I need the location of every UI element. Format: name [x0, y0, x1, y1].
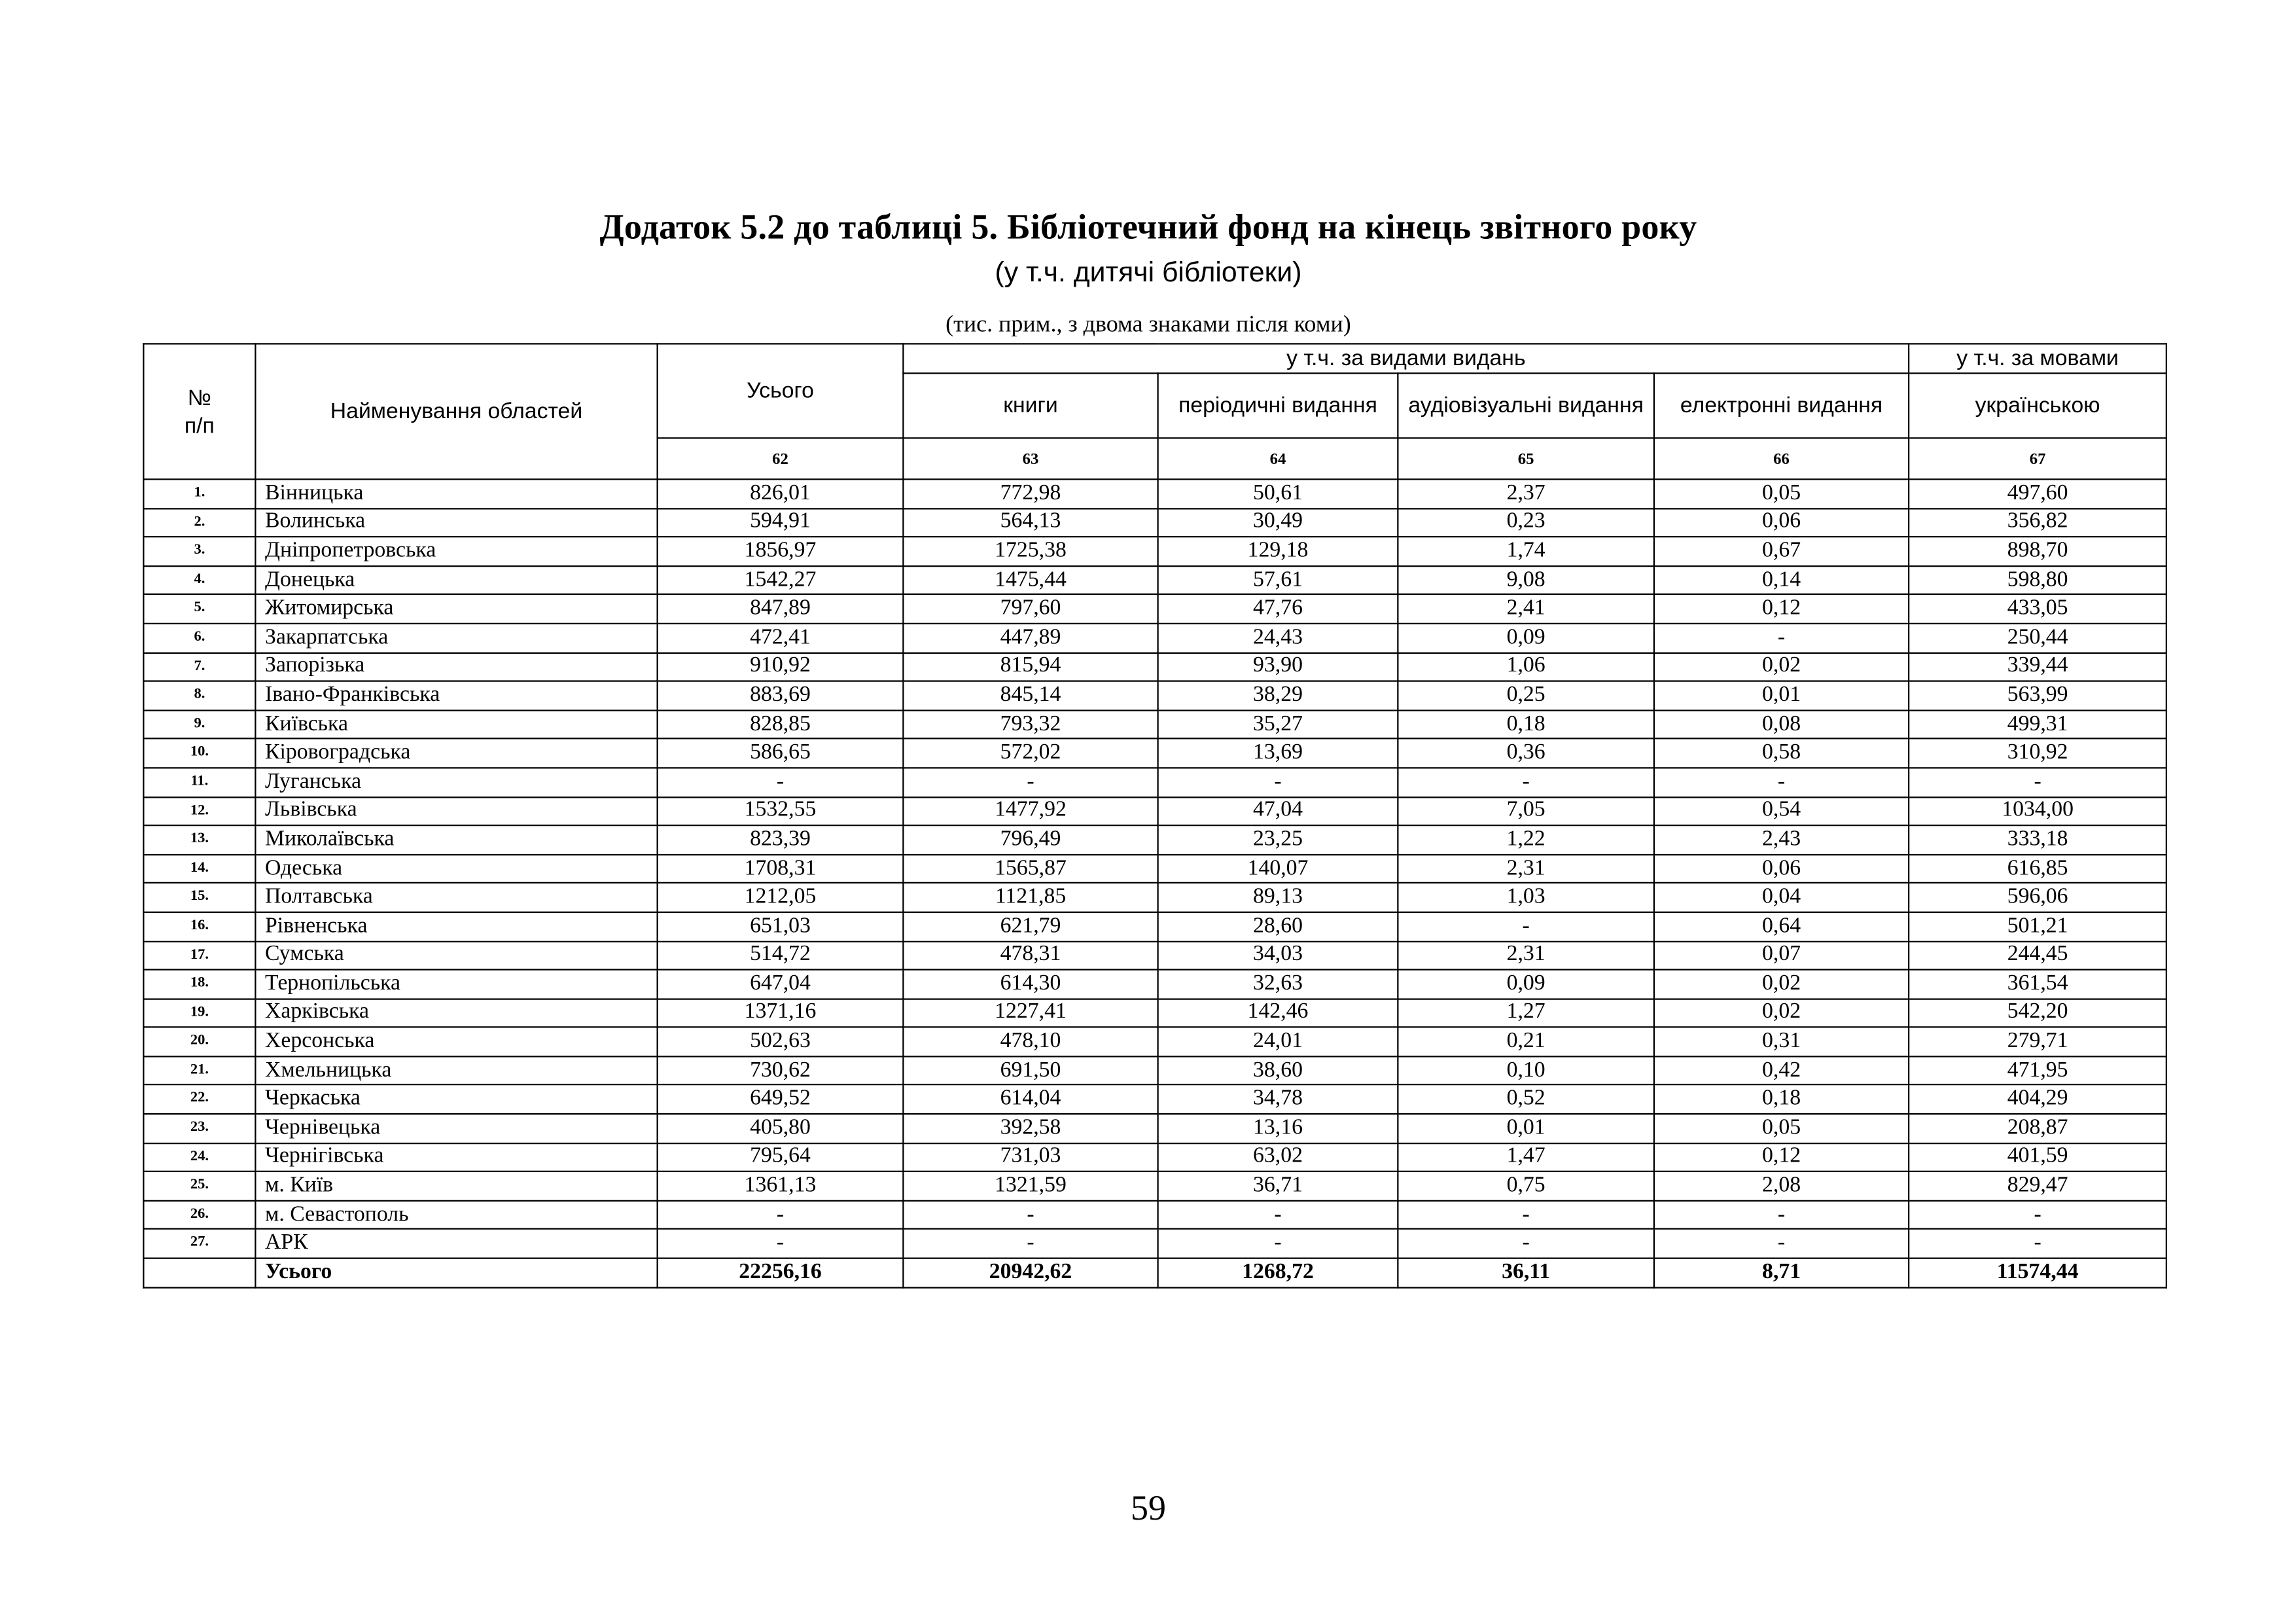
- value-cell: 93,90: [1158, 652, 1398, 681]
- row-number: 4.: [143, 566, 255, 595]
- row-number: 2.: [143, 508, 255, 537]
- value-cell: 208,87: [1909, 1114, 2166, 1143]
- value-cell: 0,02: [1654, 999, 1909, 1027]
- value-cell: 828,85: [658, 710, 904, 739]
- value-cell: 0,02: [1654, 652, 1909, 681]
- value-cell: -: [1158, 1230, 1398, 1258]
- row-number: 16.: [143, 912, 255, 941]
- value-cell: 1034,00: [1909, 796, 2166, 825]
- value-cell: 1475,44: [903, 566, 1157, 595]
- row-number: 12.: [143, 796, 255, 825]
- value-cell: 2,43: [1654, 825, 1909, 854]
- value-cell: 883,69: [658, 681, 904, 710]
- header-ukrainian: українською: [1909, 373, 2166, 438]
- value-cell: 2,08: [1654, 1171, 1909, 1200]
- table-row: [143, 681, 2166, 710]
- value-cell: 0,75: [1398, 1171, 1654, 1200]
- value-cell: 502,63: [658, 1027, 904, 1056]
- value-cell: 9,08: [1398, 566, 1654, 595]
- value-cell: 47,76: [1158, 595, 1398, 624]
- value-cell: 793,32: [903, 710, 1157, 739]
- value-cell: 405,80: [658, 1114, 904, 1143]
- value-cell: -: [1909, 1230, 2166, 1258]
- value-cell: 13,16: [1158, 1114, 1398, 1143]
- table-row: [143, 912, 2166, 941]
- value-cell: 1212,05: [658, 883, 904, 912]
- value-cell: 0,18: [1398, 710, 1654, 739]
- value-cell: -: [1158, 1201, 1398, 1230]
- row-number: 23.: [143, 1114, 255, 1143]
- value-cell: 1708,31: [658, 854, 904, 883]
- value-cell: -: [1158, 768, 1398, 796]
- value-cell: 1,27: [1398, 999, 1654, 1027]
- value-cell: 0,64: [1654, 912, 1909, 941]
- value-cell: 32,63: [1158, 970, 1398, 999]
- value-cell: 796,49: [903, 825, 1157, 854]
- value-cell: 614,30: [903, 970, 1157, 999]
- library-fund-table: [143, 343, 2167, 1288]
- value-cell: 564,13: [903, 508, 1157, 537]
- header-region-name: Найменування областей: [255, 344, 657, 479]
- value-cell: 24,01: [1158, 1027, 1398, 1056]
- table-row: [143, 970, 2166, 999]
- row-number: 14.: [143, 854, 255, 883]
- region-name: Івано-Франківська: [255, 681, 657, 710]
- value-cell: 356,82: [1909, 508, 2166, 537]
- value-cell: 38,60: [1158, 1056, 1398, 1085]
- value-cell: 1361,13: [658, 1171, 904, 1200]
- value-cell: 0,25: [1398, 681, 1654, 710]
- row-number: 15.: [143, 883, 255, 912]
- value-cell: 35,27: [1158, 710, 1398, 739]
- value-cell: 898,70: [1909, 537, 2166, 566]
- value-cell: 401,59: [1909, 1143, 2166, 1171]
- value-cell: 772,98: [903, 479, 1157, 508]
- value-cell: 1121,85: [903, 883, 1157, 912]
- row-number: 13.: [143, 825, 255, 854]
- table-row: [143, 1027, 2166, 1056]
- row-number: 8.: [143, 681, 255, 710]
- value-cell: 829,47: [1909, 1171, 2166, 1200]
- value-cell: 0,07: [1654, 941, 1909, 970]
- table-row: [143, 710, 2166, 739]
- value-cell: -: [1398, 1201, 1654, 1230]
- region-name: Одеська: [255, 854, 657, 883]
- value-cell: 594,91: [658, 508, 904, 537]
- value-cell: -: [1654, 1201, 1909, 1230]
- value-cell: 63,02: [1158, 1143, 1398, 1171]
- table-row: [143, 796, 2166, 825]
- value-cell: -: [1398, 768, 1654, 796]
- total-row-number: [143, 1258, 255, 1287]
- value-cell: 0,08: [1654, 710, 1909, 739]
- value-cell: 847,89: [658, 595, 904, 624]
- value-cell: 30,49: [1158, 508, 1398, 537]
- header-row-number-text: № п/п: [184, 385, 215, 438]
- total-label: Усього: [255, 1258, 657, 1287]
- value-cell: 910,92: [658, 652, 904, 681]
- value-cell: 649,52: [658, 1085, 904, 1114]
- region-name: Сумська: [255, 941, 657, 970]
- total-row: [143, 1258, 2166, 1287]
- value-cell: 34,03: [1158, 941, 1398, 970]
- total-value-cell: 11574,44: [1909, 1258, 2166, 1287]
- region-name: АРК: [255, 1230, 657, 1258]
- value-cell: 447,89: [903, 624, 1157, 652]
- value-cell: 0,18: [1654, 1085, 1909, 1114]
- value-cell: 2,31: [1398, 941, 1654, 970]
- value-cell: 0,52: [1398, 1085, 1654, 1114]
- header-periodicals: періодичні видання: [1158, 373, 1398, 438]
- value-cell: -: [1909, 1201, 2166, 1230]
- row-number: 5.: [143, 595, 255, 624]
- table-row: [143, 479, 2166, 508]
- value-cell: 572,02: [903, 739, 1157, 768]
- region-name: Запорізька: [255, 652, 657, 681]
- row-number: 1.: [143, 479, 255, 508]
- region-name: Кіровоградська: [255, 739, 657, 768]
- value-cell: -: [1654, 768, 1909, 796]
- value-cell: 89,13: [1158, 883, 1398, 912]
- total-value-cell: 1268,72: [1158, 1258, 1398, 1287]
- value-cell: 514,72: [658, 941, 904, 970]
- row-number: 6.: [143, 624, 255, 652]
- value-cell: -: [1654, 624, 1909, 652]
- column-number: 67: [1909, 438, 2166, 479]
- column-number: 65: [1398, 438, 1654, 479]
- region-name: Волинська: [255, 508, 657, 537]
- row-number: 11.: [143, 768, 255, 796]
- value-cell: 50,61: [1158, 479, 1398, 508]
- value-cell: 310,92: [1909, 739, 2166, 768]
- total-value-cell: 36,11: [1398, 1258, 1654, 1287]
- value-cell: 1371,16: [658, 999, 904, 1027]
- value-cell: 563,99: [1909, 681, 2166, 710]
- value-cell: 1227,41: [903, 999, 1157, 1027]
- table-row: [143, 941, 2166, 970]
- value-cell: 339,44: [1909, 652, 2166, 681]
- row-number: 9.: [143, 710, 255, 739]
- value-cell: 57,61: [1158, 566, 1398, 595]
- region-name: Хмельницька: [255, 1056, 657, 1085]
- unit-note: (тис. прим., з двома знаками після коми): [945, 312, 1351, 338]
- value-cell: -: [903, 1230, 1157, 1258]
- region-name: Луганська: [255, 768, 657, 796]
- value-cell: 471,95: [1909, 1056, 2166, 1085]
- value-cell: 1,47: [1398, 1143, 1654, 1171]
- value-cell: 478,31: [903, 941, 1157, 970]
- value-cell: 1856,97: [658, 537, 904, 566]
- row-number: 20.: [143, 1027, 255, 1056]
- row-number: 17.: [143, 941, 255, 970]
- region-name: Харківська: [255, 999, 657, 1027]
- value-cell: 244,45: [1909, 941, 2166, 970]
- value-cell: 250,44: [1909, 624, 2166, 652]
- value-cell: 826,01: [658, 479, 904, 508]
- value-cell: 34,78: [1158, 1085, 1398, 1114]
- value-cell: 13,69: [1158, 739, 1398, 768]
- value-cell: 614,04: [903, 1085, 1157, 1114]
- value-cell: 0,06: [1654, 508, 1909, 537]
- value-cell: 7,05: [1398, 796, 1654, 825]
- page-title: Додаток 5.2 до таблиці 5. Бібліотечний фонд на кінець звітного року: [599, 209, 1697, 247]
- value-cell: 730,62: [658, 1056, 904, 1085]
- row-number: 27.: [143, 1230, 255, 1258]
- region-name: Донецька: [255, 566, 657, 595]
- region-name: м. Севастополь: [255, 1201, 657, 1230]
- table-row: [143, 854, 2166, 883]
- row-number: 25.: [143, 1171, 255, 1200]
- value-cell: 36,71: [1158, 1171, 1398, 1200]
- region-name: Закарпатська: [255, 624, 657, 652]
- value-cell: 797,60: [903, 595, 1157, 624]
- table-row: [143, 825, 2166, 854]
- value-cell: 2,31: [1398, 854, 1654, 883]
- value-cell: 0,06: [1654, 854, 1909, 883]
- value-cell: 0,23: [1398, 508, 1654, 537]
- value-cell: 0,09: [1398, 624, 1654, 652]
- value-cell: 1565,87: [903, 854, 1157, 883]
- value-cell: 651,03: [658, 912, 904, 941]
- header-audiovisual: аудіовізуальні видання: [1398, 373, 1654, 438]
- value-cell: 1532,55: [658, 796, 904, 825]
- row-number: 19.: [143, 999, 255, 1027]
- value-cell: 616,85: [1909, 854, 2166, 883]
- value-cell: 24,43: [1158, 624, 1398, 652]
- row-number: 24.: [143, 1143, 255, 1171]
- table-row: [143, 537, 2166, 566]
- page-subtitle: (у т.ч. дитячі бібліотеки): [995, 257, 1302, 289]
- value-cell: -: [903, 1201, 1157, 1230]
- value-cell: 815,94: [903, 652, 1157, 681]
- value-cell: 404,29: [1909, 1085, 2166, 1114]
- region-name: Чернігівська: [255, 1143, 657, 1171]
- value-cell: 392,58: [903, 1114, 1157, 1143]
- table-row: [143, 1085, 2166, 1114]
- region-name: Херсонська: [255, 1027, 657, 1056]
- value-cell: 361,54: [1909, 970, 2166, 999]
- value-cell: 497,60: [1909, 479, 2166, 508]
- value-cell: -: [1398, 1230, 1654, 1258]
- header-total: Усього: [658, 344, 904, 438]
- row-number: 3.: [143, 537, 255, 566]
- value-cell: 499,31: [1909, 710, 2166, 739]
- row-number: 18.: [143, 970, 255, 999]
- region-name: Львівська: [255, 796, 657, 825]
- value-cell: 542,20: [1909, 999, 2166, 1027]
- value-cell: 2,41: [1398, 595, 1654, 624]
- total-value-cell: 8,71: [1654, 1258, 1909, 1287]
- value-cell: 0,05: [1654, 1114, 1909, 1143]
- region-name: Житомирська: [255, 595, 657, 624]
- value-cell: 691,50: [903, 1056, 1157, 1085]
- value-cell: 279,71: [1909, 1027, 2166, 1056]
- table-row: [143, 768, 2166, 796]
- value-cell: 0,12: [1654, 595, 1909, 624]
- page-number: 59: [1131, 1490, 1166, 1529]
- table-row: [143, 1171, 2166, 1200]
- row-number: 21.: [143, 1056, 255, 1085]
- column-number: 63: [903, 438, 1157, 479]
- value-cell: 2,37: [1398, 479, 1654, 508]
- total-value-cell: 22256,16: [658, 1258, 904, 1287]
- value-cell: -: [1909, 768, 2166, 796]
- value-cell: 1725,38: [903, 537, 1157, 566]
- value-cell: 28,60: [1158, 912, 1398, 941]
- region-name: Чернівецька: [255, 1114, 657, 1143]
- column-number: 64: [1158, 438, 1398, 479]
- value-cell: 472,41: [658, 624, 904, 652]
- table-row: [143, 652, 2166, 681]
- header-by-language-group: у т.ч. за мовами: [1909, 344, 2166, 373]
- value-cell: 621,79: [903, 912, 1157, 941]
- table-body: [143, 479, 2166, 1287]
- value-cell: 598,80: [1909, 566, 2166, 595]
- value-cell: -: [658, 768, 904, 796]
- value-cell: 795,64: [658, 1143, 904, 1171]
- table-row: [143, 1230, 2166, 1258]
- value-cell: 333,18: [1909, 825, 2166, 854]
- value-cell: 0,42: [1654, 1056, 1909, 1085]
- value-cell: 0,14: [1654, 566, 1909, 595]
- value-cell: 1,03: [1398, 883, 1654, 912]
- row-number: 10.: [143, 739, 255, 768]
- row-number: 26.: [143, 1201, 255, 1230]
- value-cell: 0,04: [1654, 883, 1909, 912]
- value-cell: -: [658, 1201, 904, 1230]
- value-cell: 0,02: [1654, 970, 1909, 999]
- value-cell: 845,14: [903, 681, 1157, 710]
- region-name: м. Київ: [255, 1171, 657, 1200]
- value-cell: 0,01: [1398, 1114, 1654, 1143]
- value-cell: 0,21: [1398, 1027, 1654, 1056]
- value-cell: 647,04: [658, 970, 904, 999]
- table-row: [143, 1143, 2166, 1171]
- region-name: Тернопільська: [255, 970, 657, 999]
- table-row: [143, 1201, 2166, 1230]
- region-name: Миколаївська: [255, 825, 657, 854]
- value-cell: 0,05: [1654, 479, 1909, 508]
- value-cell: 0,36: [1398, 739, 1654, 768]
- region-name: Вінницька: [255, 479, 657, 508]
- value-cell: 433,05: [1909, 595, 2166, 624]
- value-cell: 501,21: [1909, 912, 2166, 941]
- region-name: Черкаська: [255, 1085, 657, 1114]
- value-cell: 1,06: [1398, 652, 1654, 681]
- value-cell: -: [903, 768, 1157, 796]
- region-name: Київська: [255, 710, 657, 739]
- region-name: Полтавська: [255, 883, 657, 912]
- value-cell: 0,67: [1654, 537, 1909, 566]
- table-row: [143, 999, 2166, 1027]
- value-cell: -: [658, 1230, 904, 1258]
- value-cell: 1,22: [1398, 825, 1654, 854]
- table-row: [143, 1056, 2166, 1085]
- value-cell: 47,04: [1158, 796, 1398, 825]
- table-row: [143, 508, 2166, 537]
- value-cell: 1542,27: [658, 566, 904, 595]
- region-name: Рівненська: [255, 912, 657, 941]
- region-name: Дніпропетровська: [255, 537, 657, 566]
- total-value-cell: 20942,62: [903, 1258, 1157, 1287]
- value-cell: 0,54: [1654, 796, 1909, 825]
- value-cell: 0,31: [1654, 1027, 1909, 1056]
- table-row: [143, 566, 2166, 595]
- value-cell: 140,07: [1158, 854, 1398, 883]
- value-cell: 478,10: [903, 1027, 1157, 1056]
- value-cell: 731,03: [903, 1143, 1157, 1171]
- value-cell: -: [1654, 1230, 1909, 1258]
- row-number: 7.: [143, 652, 255, 681]
- table-row: [143, 595, 2166, 624]
- column-number: 66: [1654, 438, 1909, 479]
- value-cell: 38,29: [1158, 681, 1398, 710]
- value-cell: 1321,59: [903, 1171, 1157, 1200]
- value-cell: 0,12: [1654, 1143, 1909, 1171]
- table-row: [143, 624, 2166, 652]
- table-row: [143, 739, 2166, 768]
- table-row: [143, 1114, 2166, 1143]
- header-electronic: електронні видання: [1654, 373, 1909, 438]
- value-cell: 586,65: [658, 739, 904, 768]
- header-books: книги: [903, 373, 1157, 438]
- value-cell: 1,74: [1398, 537, 1654, 566]
- value-cell: 596,06: [1909, 883, 2166, 912]
- table-row: [143, 883, 2166, 912]
- value-cell: 823,39: [658, 825, 904, 854]
- header-by-type-group: у т.ч. за видами видань: [903, 344, 1909, 373]
- value-cell: 23,25: [1158, 825, 1398, 854]
- value-cell: 142,46: [1158, 999, 1398, 1027]
- row-number: 22.: [143, 1085, 255, 1114]
- value-cell: 0,58: [1654, 739, 1909, 768]
- header-row-number: [143, 344, 255, 479]
- column-number: 62: [658, 438, 904, 479]
- value-cell: 1477,92: [903, 796, 1157, 825]
- value-cell: -: [1398, 912, 1654, 941]
- value-cell: 0,01: [1654, 681, 1909, 710]
- value-cell: 0,10: [1398, 1056, 1654, 1085]
- value-cell: 129,18: [1158, 537, 1398, 566]
- value-cell: 0,09: [1398, 970, 1654, 999]
